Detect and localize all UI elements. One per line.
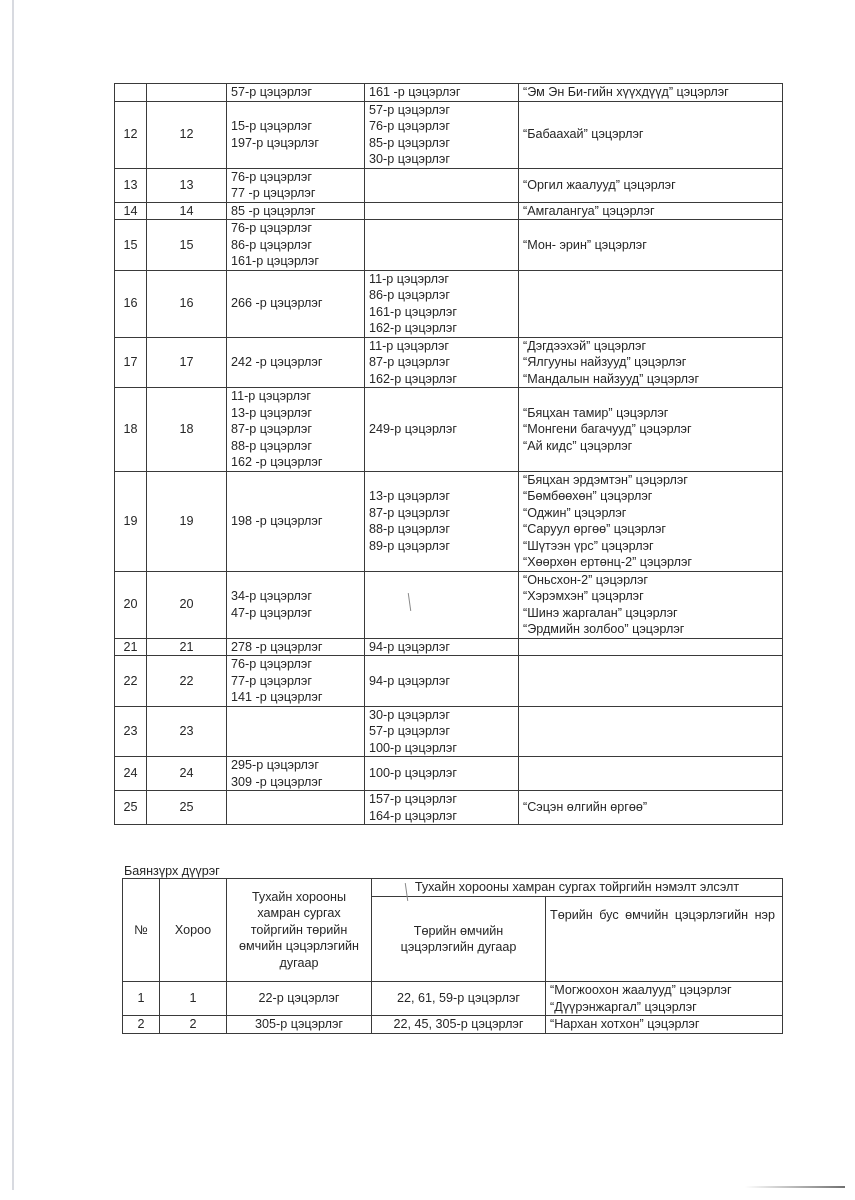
cell-line: 278 -р цэцэрлэг: [231, 639, 323, 654]
cell-line: 295-р цэцэрлэг: [231, 758, 319, 772]
cell-line: 15-р цэцэрлэг: [231, 119, 312, 133]
cell-add-state: [365, 337, 519, 388]
cell-line: 141 -р цэцэрлэг: [231, 690, 323, 704]
cell-private: [519, 638, 783, 656]
cell-line: 30-р цэцэрлэг: [369, 707, 450, 722]
cell-khoroo: 18: [147, 388, 227, 472]
cell-add-state: [365, 220, 519, 271]
cell-add-state: [365, 471, 519, 571]
cell-line: 161-р цэцэрлэг: [231, 254, 319, 268]
cell-state: [227, 757, 365, 791]
cell-state: [227, 571, 365, 638]
scan-edge-artifact: [745, 1186, 845, 1188]
cell-khoroo: 1: [160, 982, 227, 1016]
cell-line: 13-р цэцэрлэг: [231, 405, 312, 420]
cell-line: “Ай кидс” цэцэрлэг: [523, 438, 633, 453]
header-state-kindergarten: Тухайн хорооны хамран сургах тойргийн төрийн өмчийн цэцэрлэгийн дугаар: [227, 879, 372, 982]
cell-state: [227, 202, 365, 220]
cell-line: 162 -р цэцэрлэг: [231, 455, 323, 469]
cell-line: 76-р цэцэрлэг: [231, 657, 312, 671]
cell-line: “Хөөрхөн ертөнц-2” цэцэрлэг: [523, 555, 693, 569]
pen-mark: [408, 593, 411, 611]
cell-private: [519, 388, 783, 472]
cell-line: 88-р цэцэрлэг: [369, 522, 450, 536]
header-khoroo: Хороо: [160, 879, 227, 982]
cell-add-state: [365, 706, 519, 757]
cell-state: [227, 791, 365, 825]
header-private: Төрийн бус өмчийн цэцэрлэгийн нэр: [546, 897, 783, 982]
cell-no: [115, 84, 147, 102]
cell-line: “Бяцхан эрдэмтэн” цэцэрлэг: [523, 472, 688, 487]
cell-khoroo: 23: [147, 706, 227, 757]
cell-khoroo: 20: [147, 571, 227, 638]
cell-add-state: [365, 388, 519, 472]
cell-add-state: [365, 84, 519, 102]
district-title: Баянзүрх дүүрэг: [124, 864, 220, 878]
cell-line: “Бяцхан тамир” цэцэрлэг: [523, 405, 669, 420]
cell-no: 21: [115, 638, 147, 656]
cell-line: 11-р цэцэрлэг: [369, 338, 449, 353]
table-row: [123, 982, 783, 1016]
cell-no: 12: [115, 101, 147, 168]
cell-line: 309 -р цэцэрлэг: [231, 774, 323, 789]
cell-line: “Оргил жаалууд” цэцэрлэг: [523, 177, 676, 192]
cell-line: “Монгени багачууд” цэцэрлэг: [523, 422, 692, 436]
cell-state: [227, 706, 365, 757]
cell-no: 17: [115, 337, 147, 388]
header-no: №: [123, 879, 160, 982]
cell-state: [227, 656, 365, 707]
cell-state: [227, 388, 365, 472]
table-row: [115, 471, 783, 571]
cell-line: “Бөмбөөхөн” цэцэрлэг: [523, 489, 653, 503]
cell-state: [227, 638, 365, 656]
cell-khoroo: 14: [147, 202, 227, 220]
cell-line: 266 -р цэцэрлэг: [231, 296, 323, 311]
cell-khoroo: 2: [160, 1016, 227, 1034]
cell-line: 85 -р цэцэрлэг: [231, 203, 316, 218]
cell-line: 162-р цэцэрлэг: [369, 371, 457, 386]
cell-add-state: [365, 101, 519, 168]
cell-line: “Оджин” цэцэрлэг: [523, 505, 627, 520]
cell-line: 76-р цэцэрлэг: [231, 169, 312, 184]
cell-line: “Амгалангуа” цэцэрлэг: [523, 203, 655, 218]
table-row: [115, 84, 783, 102]
cell-no: 1: [123, 982, 160, 1016]
cell-add-state: [365, 168, 519, 202]
table-row: [115, 168, 783, 202]
table-row: [115, 202, 783, 220]
cell-state: [227, 168, 365, 202]
cell-private: [519, 656, 783, 707]
cell-private: [519, 757, 783, 791]
cell-khoroo: [147, 84, 227, 102]
cell-khoroo: 16: [147, 270, 227, 337]
table-row: [115, 571, 783, 638]
cell-add-state: [365, 656, 519, 707]
cell-private: [546, 1016, 783, 1034]
cell-khoroo: 22: [147, 656, 227, 707]
cell-no: 13: [115, 168, 147, 202]
cell-private: [519, 791, 783, 825]
table-row: [115, 270, 783, 337]
cell-line: “Саруул өргөө” цэцэрлэг: [523, 522, 666, 536]
bayanzurkh-kindergarten-table: [122, 878, 783, 1034]
cell-state: [227, 982, 372, 1016]
cell-line: 164-р цэцэрлэг: [369, 808, 457, 823]
cell-private: [519, 220, 783, 271]
cell-khoroo: 21: [147, 638, 227, 656]
cell-private: [546, 982, 783, 1016]
cell-line: 94-р цэцэрлэг: [369, 673, 450, 688]
cell-add-state: [365, 638, 519, 656]
cell-line: 87-р цэцэрлэг: [369, 505, 450, 520]
cell-line: “Шүтээн үрс” цэцэрлэг: [523, 538, 654, 553]
cell-line: 77 -р цэцэрлэг: [231, 186, 316, 200]
cell-line: “Эм Эн Би-гийн хүүхдүүд” цэцэрлэг: [523, 85, 729, 99]
cell-line: “Эрдмийн золбоо” цэцэрлэг: [523, 622, 685, 636]
cell-line: 85-р цэцэрлэг: [369, 135, 450, 150]
cell-add-state: [372, 982, 546, 1016]
cell-line: 87-р цэцэрлэг: [231, 422, 312, 436]
header-additional-enrollment: Тухайн хорооны хамран сургах тойргийн нэмэлт элсэлт: [372, 879, 783, 897]
table-row: [115, 791, 783, 825]
cell-no: 19: [115, 471, 147, 571]
cell-line: 157-р цэцэрлэг: [369, 792, 457, 806]
table-row: [115, 638, 783, 656]
cell-add-state: [365, 791, 519, 825]
cell-add-state: [365, 270, 519, 337]
cell-line: 161 -р цэцэрлэг: [369, 85, 461, 99]
cell-line: 161-р цэцэрлэг: [369, 304, 457, 319]
cell-khoroo: 19: [147, 471, 227, 571]
kindergarten-table-continued: [114, 83, 783, 825]
header-additional-state: Төрийн өмчийн цэцэрлэгийн дугаар: [372, 897, 546, 982]
cell-private: [519, 471, 783, 571]
cell-khoroo: 25: [147, 791, 227, 825]
cell-state: [227, 337, 365, 388]
cell-line: 86-р цэцэрлэг: [369, 288, 450, 302]
cell-line: 57-р цэцэрлэг: [369, 724, 450, 738]
cell-line: 249-р цэцэрлэг: [369, 422, 457, 436]
cell-private: [519, 202, 783, 220]
cell-line: “Оньсхон-2” цэцэрлэг: [523, 572, 649, 587]
cell-line: 47-р цэцэрлэг: [231, 605, 312, 620]
cell-no: 2: [123, 1016, 160, 1034]
cell-state: [227, 101, 365, 168]
cell-line: 11-р цэцэрлэг: [369, 271, 449, 286]
table-row: [123, 1016, 783, 1034]
cell-private: [519, 101, 783, 168]
cell-no: 24: [115, 757, 147, 791]
cell-no: 16: [115, 270, 147, 337]
cell-line: “Могжоохон жаалууд” цэцэрлэг: [550, 983, 732, 997]
cell-line: 22, 45, 305-р цэцэрлэг: [393, 1017, 524, 1032]
table-row: [115, 656, 783, 707]
cell-line: 30-р цэцэрлэг: [369, 152, 450, 166]
cell-line: 22-р цэцэрлэг: [258, 991, 340, 1006]
cell-line: “Хэрэмхэн” цэцэрлэг: [523, 589, 644, 603]
cell-add-state: [365, 757, 519, 791]
cell-khoroo: 13: [147, 168, 227, 202]
cell-line: 76-р цэцэрлэг: [369, 119, 450, 133]
table-row: [115, 757, 783, 791]
cell-add-state: [365, 202, 519, 220]
cell-private: [519, 571, 783, 638]
cell-khoroo: 15: [147, 220, 227, 271]
cell-no: 20: [115, 571, 147, 638]
cell-line: 22, 61, 59-р цэцэрлэг: [397, 991, 520, 1006]
cell-khoroo: 24: [147, 757, 227, 791]
cell-line: 34-р цэцэрлэг: [231, 589, 312, 603]
cell-line: “Сэцэн өлгийн өргөө”: [523, 800, 648, 815]
cell-private: [519, 84, 783, 102]
cell-line: “Бабаахай” цэцэрлэг: [523, 127, 644, 142]
cell-no: 23: [115, 706, 147, 757]
cell-khoroo: 17: [147, 337, 227, 388]
cell-line: “Мандалын найзууд” цэцэрлэг: [523, 371, 700, 386]
cell-state: [227, 471, 365, 571]
cell-line: “Ялгууны найзууд” цэцэрлэг: [523, 355, 687, 369]
cell-line: 89-р цэцэрлэг: [369, 538, 450, 553]
cell-private: [519, 270, 783, 337]
cell-line: 198 -р цэцэрлэг: [231, 513, 323, 528]
cell-state: [227, 220, 365, 271]
cell-line: “Мон- эрин” цэцэрлэг: [523, 237, 647, 252]
cell-line: “Дэгдээхэй” цэцэрлэг: [523, 338, 647, 353]
cell-state: [227, 84, 365, 102]
cell-line: 57-р цэцэрлэг: [369, 102, 450, 117]
cell-line: 86-р цэцэрлэг: [231, 237, 312, 252]
table-row: [115, 706, 783, 757]
cell-line: 13-р цэцэрлэг: [369, 489, 450, 503]
cell-no: 15: [115, 220, 147, 271]
cell-no: 22: [115, 656, 147, 707]
cell-line: 77-р цэцэрлэг: [231, 673, 312, 688]
cell-state: [227, 1016, 372, 1034]
cell-line: “Нархан хотхон” цэцэрлэг: [550, 1017, 700, 1032]
cell-khoroo: 12: [147, 101, 227, 168]
cell-private: [519, 706, 783, 757]
table-row: [115, 101, 783, 168]
cell-line: 76-р цэцэрлэг: [231, 221, 312, 235]
cell-line: 242 -р цэцэрлэг: [231, 355, 323, 369]
cell-line: 11-р цэцэрлэг: [231, 389, 311, 403]
cell-line: 57-р цэцэрлэг: [231, 85, 312, 99]
cell-line: 88-р цэцэрлэг: [231, 438, 312, 453]
cell-private: [519, 337, 783, 388]
scan-edge-artifact: [12, 0, 14, 1190]
cell-line: 94-р цэцэрлэг: [369, 639, 450, 654]
cell-line: 305-р цэцэрлэг: [255, 1017, 343, 1032]
table-row: [115, 388, 783, 472]
cell-state: [227, 270, 365, 337]
cell-line: 100-р цэцэрлэг: [369, 766, 457, 781]
table-row: [115, 337, 783, 388]
cell-private: [519, 168, 783, 202]
cell-line: 197-р цэцэрлэг: [231, 135, 319, 150]
cell-add-state: [365, 571, 519, 638]
cell-line: 87-р цэцэрлэг: [369, 355, 450, 369]
cell-add-state: [372, 1016, 546, 1034]
cell-no: 14: [115, 202, 147, 220]
table-row: [115, 220, 783, 271]
cell-line: 162-р цэцэрлэг: [369, 321, 457, 335]
cell-line: “Шинэ жаргалан” цэцэрлэг: [523, 605, 678, 620]
cell-no: 25: [115, 791, 147, 825]
cell-line: “Дүүрэнжаргал” цэцэрлэг: [550, 999, 697, 1014]
cell-line: 100-р цэцэрлэг: [369, 740, 457, 755]
cell-no: 18: [115, 388, 147, 472]
